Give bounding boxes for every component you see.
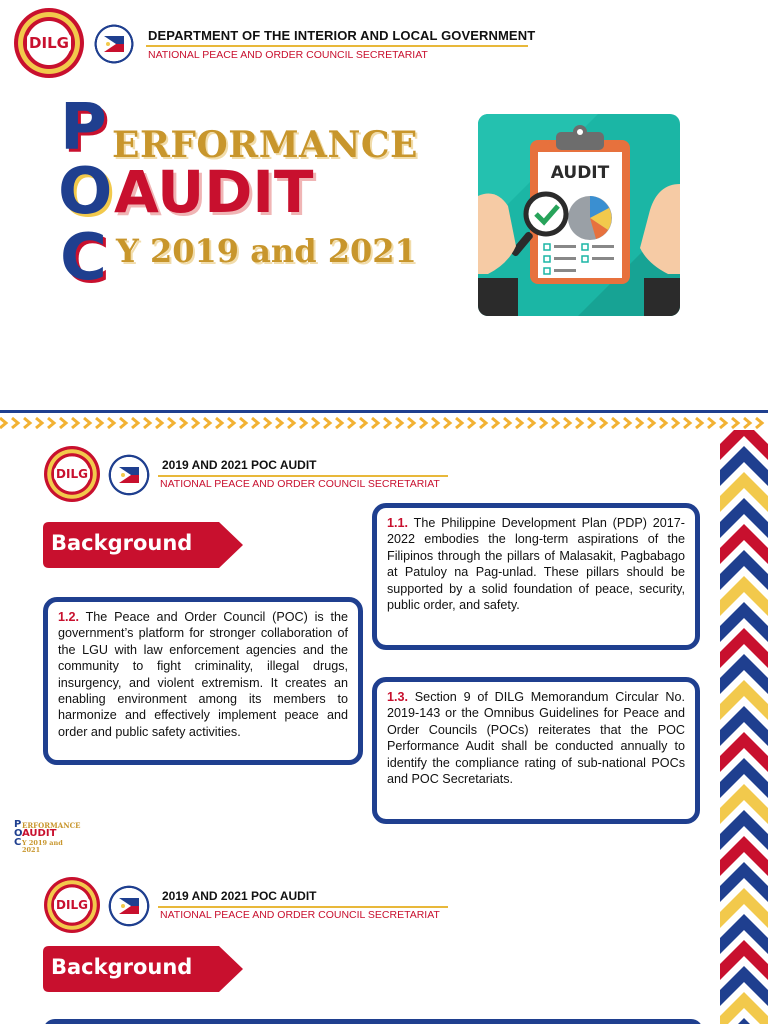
chevron-mark (60, 418, 66, 428)
sun-icon (117, 463, 141, 487)
chevron-mark (540, 418, 546, 428)
chevron-mark (624, 418, 630, 428)
sun-icon (102, 32, 126, 56)
chevron-mark (108, 418, 114, 428)
chevron-mark (288, 418, 294, 428)
chevron-mark (240, 418, 246, 428)
clipboard-label: AUDIT (550, 163, 610, 183)
cover-word-cy: Y 2019 and 2021 (116, 232, 417, 270)
chevron-mark (252, 418, 258, 428)
chevron-mark (420, 418, 426, 428)
chevron-mark (576, 418, 582, 428)
cover-word-audit: AUDIT (114, 158, 314, 226)
department-title: DEPARTMENT OF THE INTERIOR AND LOCAL GOVERNMENT (148, 28, 536, 43)
chevron-mark (36, 418, 42, 428)
cover-letter-o: O (58, 155, 113, 229)
chevron-mark (648, 418, 654, 428)
cover-word-performance: ERFORMANCE (112, 124, 418, 166)
npoc-seal (106, 883, 152, 929)
chevron-mark (144, 418, 150, 428)
chevron-mark (204, 418, 210, 428)
card-1-2 (43, 597, 363, 765)
chevron-mark (264, 418, 270, 428)
chevron-mark (708, 418, 714, 428)
chevron-mark (156, 418, 162, 428)
page-header-title: 2019 AND 2021 POC AUDIT (162, 458, 317, 472)
chevron-mark (684, 418, 690, 428)
chevron-mark (744, 418, 750, 428)
page-header-rule (158, 906, 448, 908)
chevron-mark (48, 418, 54, 428)
card-1-2-number: 1.2. (58, 610, 80, 624)
chevron-mark (396, 418, 402, 428)
chevron-mark (72, 418, 78, 428)
header-rule (146, 45, 528, 47)
chevron-mark (732, 418, 738, 428)
chevron-mark (276, 418, 282, 428)
chevron-mark (636, 418, 642, 428)
chevron-mark (360, 418, 366, 428)
chevron-mark (216, 418, 222, 428)
sun-icon (117, 894, 141, 918)
chevron-mark (192, 418, 198, 428)
audit-clipboard-icon (478, 114, 680, 316)
chevron-mark (492, 418, 498, 428)
chevron-mark (372, 418, 378, 428)
cover-letter-p: P (60, 91, 107, 165)
card-1-1 (372, 503, 700, 650)
chevron-mark (312, 418, 318, 428)
card-1-1-text: The Philippine Development Plan (PDP) 2017-2022 embodies the long-term aspirations of the Filipinos through the pillars of Malasakit, Pagbabago at Patuloy na Pag-unlad. These pillars should be supported by a solid foundation of peace, security, public order, and safety. (387, 516, 685, 613)
chevron-mark (588, 418, 594, 428)
background-label: Background (51, 955, 193, 979)
chevron-mark (300, 418, 306, 428)
chevron-mark (720, 418, 726, 428)
chevron-mark (672, 418, 678, 428)
chevron-mark (756, 418, 762, 428)
npoc-seal (92, 22, 136, 66)
card-1-3 (372, 677, 700, 824)
chevron-mark (660, 418, 666, 428)
poc-mini-logo: P O C ERFORMANCE AUDIT Y 2019 and 2021 (14, 819, 81, 854)
dilg-seal: DILG (44, 446, 100, 502)
chevron-mark (444, 418, 450, 428)
background-label: Background (51, 531, 193, 555)
chevron-mark (12, 418, 18, 428)
chevron-mark (168, 418, 174, 428)
chevron-border (0, 416, 768, 430)
page-header-title: 2019 AND 2021 POC AUDIT (162, 889, 317, 903)
chevron-mark (348, 418, 354, 428)
chevron-mark (528, 418, 534, 428)
secretariat-title: NATIONAL PEACE AND ORDER COUNCIL SECRETARIAT (148, 49, 428, 61)
cover-page (0, 0, 768, 410)
chevron-mark (384, 418, 390, 428)
page-header-subtitle: NATIONAL PEACE AND ORDER COUNCIL SECRETARIAT (160, 909, 440, 921)
chevron-mark (120, 418, 126, 428)
dilg-seal: DILG (14, 8, 84, 78)
page-header-rule (158, 475, 448, 477)
chevron-mark (480, 418, 486, 428)
chevron-mark (612, 418, 618, 428)
cover-letter-c: C (60, 221, 107, 295)
chevron-mark (600, 418, 606, 428)
page-header-subtitle: NATIONAL PEACE AND ORDER COUNCIL SECRETARIAT (160, 478, 440, 490)
dilg-seal: DILG (44, 877, 100, 933)
chevron-mark (504, 418, 510, 428)
chevron-mark (564, 418, 570, 428)
chevron-mark (132, 418, 138, 428)
chevron-mark (456, 418, 462, 428)
chevron-mark (84, 418, 90, 428)
chevron-mark (468, 418, 474, 428)
chevron-mark (552, 418, 558, 428)
chevron-mark (0, 418, 6, 428)
tribal-pattern-strip (720, 430, 768, 1024)
chevron-mark (408, 418, 414, 428)
chevron-mark (324, 418, 330, 428)
npoc-seal (106, 452, 152, 498)
chevron-mark (696, 418, 702, 428)
chevron-mark (180, 418, 186, 428)
card-1-2-text: The Peace and Order Council (POC) is the government’s platform for stronger collaboration of the LGU with law enforcement agencies and the community to fight criminality, illegal drugs, insurgency, and violent extremism. It creates an enabling environment among its members to harmonize and effectively implement peace and order and public safety activities. (58, 610, 348, 739)
card-1-3-number: 1.3. (387, 690, 409, 704)
chevron-mark (516, 418, 522, 428)
chevron-mark (24, 418, 30, 428)
chevron-mark (432, 418, 438, 428)
page-divider (0, 410, 768, 413)
card-1-1-number: 1.1. (387, 516, 409, 530)
card-1-3-text: Section 9 of DILG Memorandum Circular No. 2019-143 or the Omnibus Guidelines for Peace and Order Councils (POCs) reiterates that the POC Performance Audit shall be conducted annually to identify the compliance rating of sub-national POCs and POC Secretariats. (387, 690, 685, 787)
chevron-mark (336, 418, 342, 428)
card-partial (43, 1019, 703, 1024)
chevron-mark (96, 418, 102, 428)
chevron-mark (228, 418, 234, 428)
audit-illustration (478, 114, 680, 316)
